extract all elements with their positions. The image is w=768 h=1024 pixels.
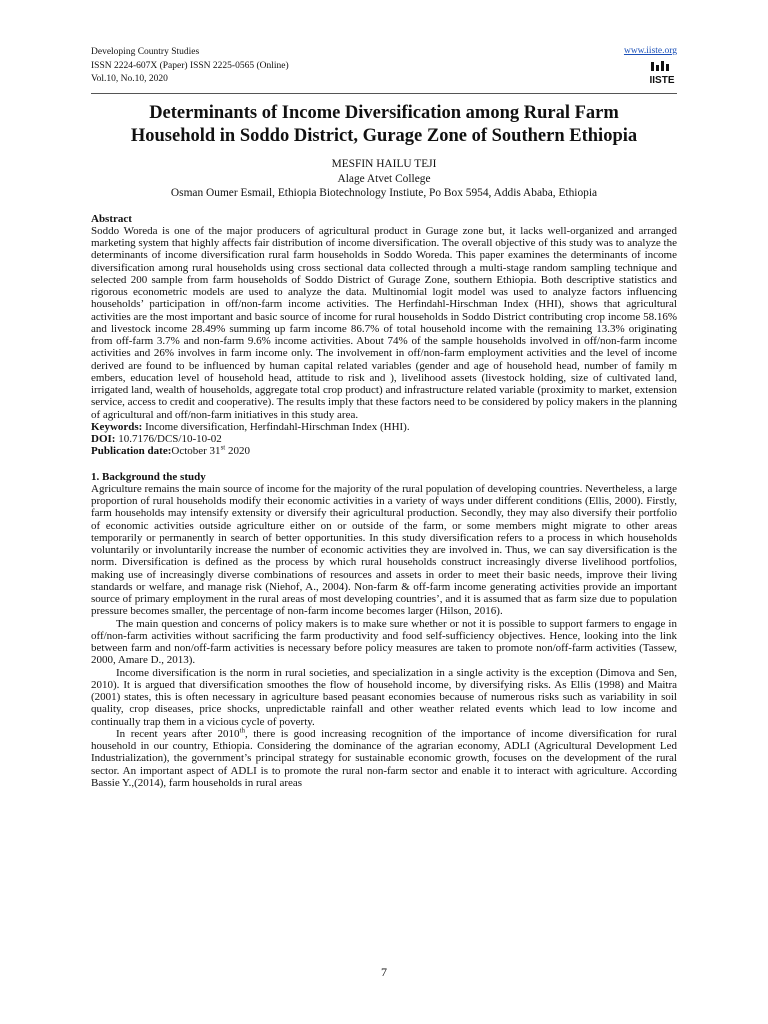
logo-text: IISTE bbox=[649, 75, 675, 86]
doi-label: DOI: bbox=[91, 433, 116, 445]
section-heading: 1. Background the study bbox=[91, 470, 206, 483]
body-paragraph-3: Income diversification is the norm in rural societies, and specialization in a single activity is the exception (Dimova and Sen, 2010). It is argued that diversification smoothes the flow of household income, by diversifying risks. As Ellis (1998) and Maitra (2001) states, this is often necessary in agriculture based peasant economies because of numerous risks such as variability in soil quality, crop diseases, price shocks, unpredictable rainfall and other weather related events which lead to low income and continually trap them in a vicious cycle of poverty. bbox=[91, 666, 677, 728]
keywords-line bbox=[91, 421, 677, 433]
journal-volume: Vol.10, No.10, 2020 bbox=[91, 74, 168, 84]
title-line-2: Household in Soddo District, Gurage Zone of Southern Ethiopia bbox=[130, 126, 638, 146]
iiste-logo bbox=[649, 60, 675, 86]
keywords-label: Keywords: bbox=[91, 420, 143, 433]
author-block bbox=[91, 157, 677, 201]
paragraph-4-rest: , there is good increasing recognition of the importance of income diversification for rural household in our country, Ethiopia. Considering the dominance of the agrarian economy, ADLI (Agricultural Development Led Industrialization), the government’s principal strategy for sustainable economic growth, focuses on the development of the rural sector. An important aspect of ADLI is to promote the rural non-farm sector and enable it to interact with agriculture. According Bassie Y.,(2014), farm households in rural areas bbox=[91, 727, 677, 789]
page-number: 7 bbox=[381, 965, 387, 979]
paper-title bbox=[91, 102, 677, 148]
header-divider bbox=[91, 93, 677, 94]
publication-date-suffix: st bbox=[220, 443, 226, 452]
journal-issn: ISSN 2224-607X (Paper) ISSN 2225-0565 (Online) bbox=[91, 60, 289, 71]
author-affiliation-1: Alage Atvet College bbox=[337, 172, 431, 185]
publication-date-value: October 31 bbox=[171, 445, 221, 458]
publication-date-line bbox=[91, 445, 677, 457]
journal-website-link[interactable]: www.iiste.org bbox=[623, 46, 677, 56]
doi-value: 10.7176/DCS/10-10-02 bbox=[115, 433, 222, 445]
body-paragraph-1: Agriculture remains the main source of income for the majority of the rural population of developing countries. Nevertheless, a large proportion of rural households modify their economic activities in a variety of ways under different conditions (Ellis, 2000). Firstly, farm households may intensify extensity or diversify their agricultural production. Secondly, they may also diversify their portfolio of economic activities outside agriculture either on or outside of the farm, or some members might migrate to other areas temporarily or permanently in search of better opportunities. In this study diversification refers to a process in which households voluntarily or involuntarily increase the number of economic activities they are involved in. Thus, we can say diversification is the norm. Diversification is defined as the process by which rural households construct increasingly diverse livelihood portfolios, making use of increasingly diverse combinations of resources and assets in order to meet their basic needs, improve their living standards or welfare, and manage risk (Niehof, A., 2004). Non-farm & off-farm income generating activities provide an important source of primary employment in the rural areas of most developing countries’, and it is assumed that as farm size due to population pressure becomes smaller, the percentage of non-farm income becomes larger (Hilson, 2016). bbox=[91, 482, 677, 618]
journal-info bbox=[91, 46, 289, 87]
abstract-heading: Abstract bbox=[91, 212, 132, 225]
paper-body bbox=[91, 102, 677, 789]
body-paragraph-2: The main question and concerns of policy makers is to make sure whether or not it is possible to support farmers to engage in off/non-farm activities without sacrificing the farm productivity and food self-sufficiency objectives. Hence, looking into the link between farm and non/off-farm activities is necessary before policy measures are taken to promote non/off-farm activities (Tassew, 2000, Amare D., 2013). bbox=[91, 617, 677, 667]
keywords-value: Income diversification, Herfindahl-Hirschman Index (HHI). bbox=[142, 420, 410, 433]
title-line-1: Determinants of Income Diversification among Rural Farm bbox=[149, 103, 619, 123]
page-header bbox=[91, 46, 677, 92]
abstract-text: Soddo Woreda is one of the major producers of agricultural product in Gurage zone but, it lacks well-organized and arranged marketing system that highly affects fair distribution of income diversification. The overall objective of this study was to analyze the determinants of income diversification rural farm households in Soddo Woreda. This paper examines the determinants of income diversification among rural households using cross sectional data collected through a multi-stage random sampling technique and selected 200 sample from farm households of Soddo District of Gurage Zone, southern Ethiopia. Both descriptive statistics and rigorous econometric models are used to analyze the data. Multinomial logit model was used to analyze factors influencing households’ participation in off/non-farm income activities. The Herfindahl-Hirschman Index (HHI), shows that agricultural activities are the most important and basic source of income for rural households in Soddo District contributing crop income 58.16% and livestock income 28.49% summing up farm income 86.7% of total household income with the remaining 13.3% originating from off-farm 3.7% and non-farm 9.6% income activities. About 74% of the sample households involved in off/non-farm income activities and 26% involves in farm income only. The involvement in off/non-farm employment activities and the level of income derived are found to be influenced by human capital related variables (gender and age of household head, number of family m embers, education level of household head, attitude to risk and ), livelihood assets (livestock holding, size of cultivated land, irrigated land, wealth of households, aggregate total crop product) and infrastructure related variable (proximity to market, extension service, access to credit and cooperative). The results imply that these factors need to be considered by policy makers in the planning of agricultural and off/non-farm initiatives in this study area. bbox=[91, 224, 677, 421]
doi-line bbox=[91, 433, 677, 445]
author-affiliation-2: Osman Oumer Esmail, Ethiopia Biotechnology Instiute, Po Box 5954, Addis Ababa, Ethiopia bbox=[170, 187, 598, 199]
paragraph-4-start: In recent years after 2010 bbox=[116, 727, 240, 740]
publication-date-label: Publication date: bbox=[91, 445, 172, 458]
body-paragraph-4 bbox=[91, 728, 677, 789]
paragraph-4-sup: th bbox=[239, 726, 245, 735]
publication-date-year: 2020 bbox=[225, 445, 250, 458]
journal-name: Developing Country Studies bbox=[91, 47, 200, 57]
author-name: MESFIN HAILU TEJI bbox=[331, 158, 437, 170]
